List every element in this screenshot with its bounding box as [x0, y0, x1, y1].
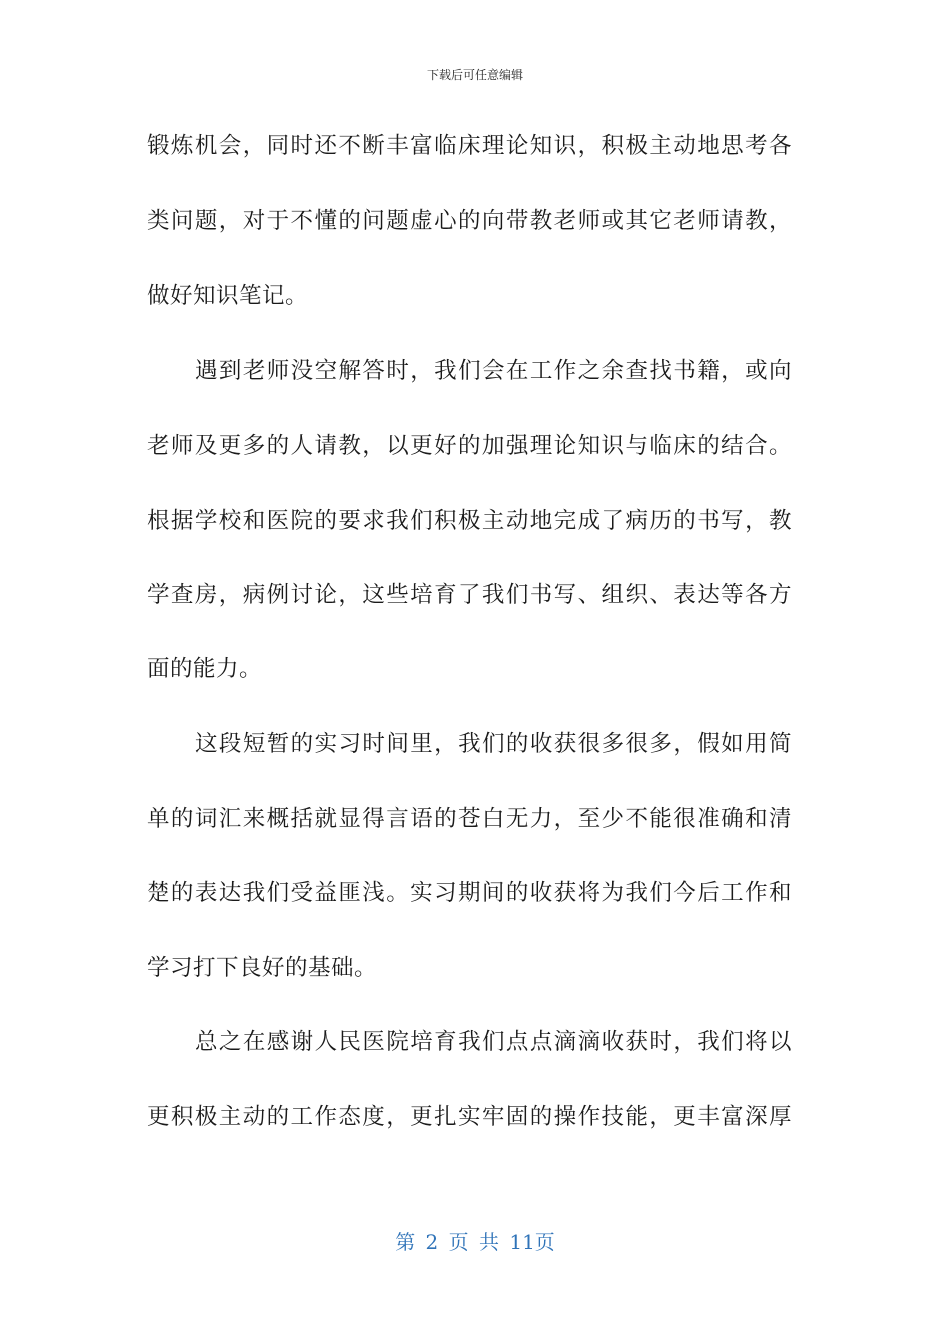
text-line: 根据学校和医院的要求我们积极主动地完成了病历的书写，教 — [147, 508, 792, 534]
text-line: 单的词汇来概括就显得言语的苍白无力，至少不能很准确和清 — [147, 806, 792, 832]
text-line: 学习打下良好的基础。 — [147, 955, 378, 981]
text-line: 锻炼机会，同时还不断丰富临床理论知识，积极主动地思考各 — [147, 133, 792, 159]
text-line: 这段短暂的实习时间里，我们的收获很多很多，假如用简 — [195, 731, 792, 757]
text-line: 学查房，病例讨论，这些培育了我们书写、组织、表达等各方 — [147, 582, 792, 608]
text-line: 类问题，对于不懂的问题虚心的向带教老师或其它老师请教， — [147, 208, 792, 234]
text-line: 遇到老师没空解答时，我们会在工作之余查找书籍，或向 — [195, 358, 792, 384]
text-line: 老师及更多的人请教，以更好的加强理论知识与临床的结合。 — [147, 433, 792, 459]
text-line: 更积极主动的工作态度，更扎实牢固的操作技能，更丰富深厚 — [147, 1104, 792, 1130]
page-header: 下载后可任意编辑 — [426, 68, 523, 82]
page-number-footer: 第 2 页 共 11页 — [395, 1230, 555, 1254]
text-line: 总之在感谢人民医院培育我们点点滴滴收获时，我们将以 — [195, 1029, 792, 1055]
text-line: 面的能力。 — [147, 656, 263, 682]
text-line: 楚的表达我们受益匪浅。实习期间的收获将为我们今后工作和 — [147, 880, 792, 906]
text-line: 做好知识笔记。 — [147, 283, 309, 309]
